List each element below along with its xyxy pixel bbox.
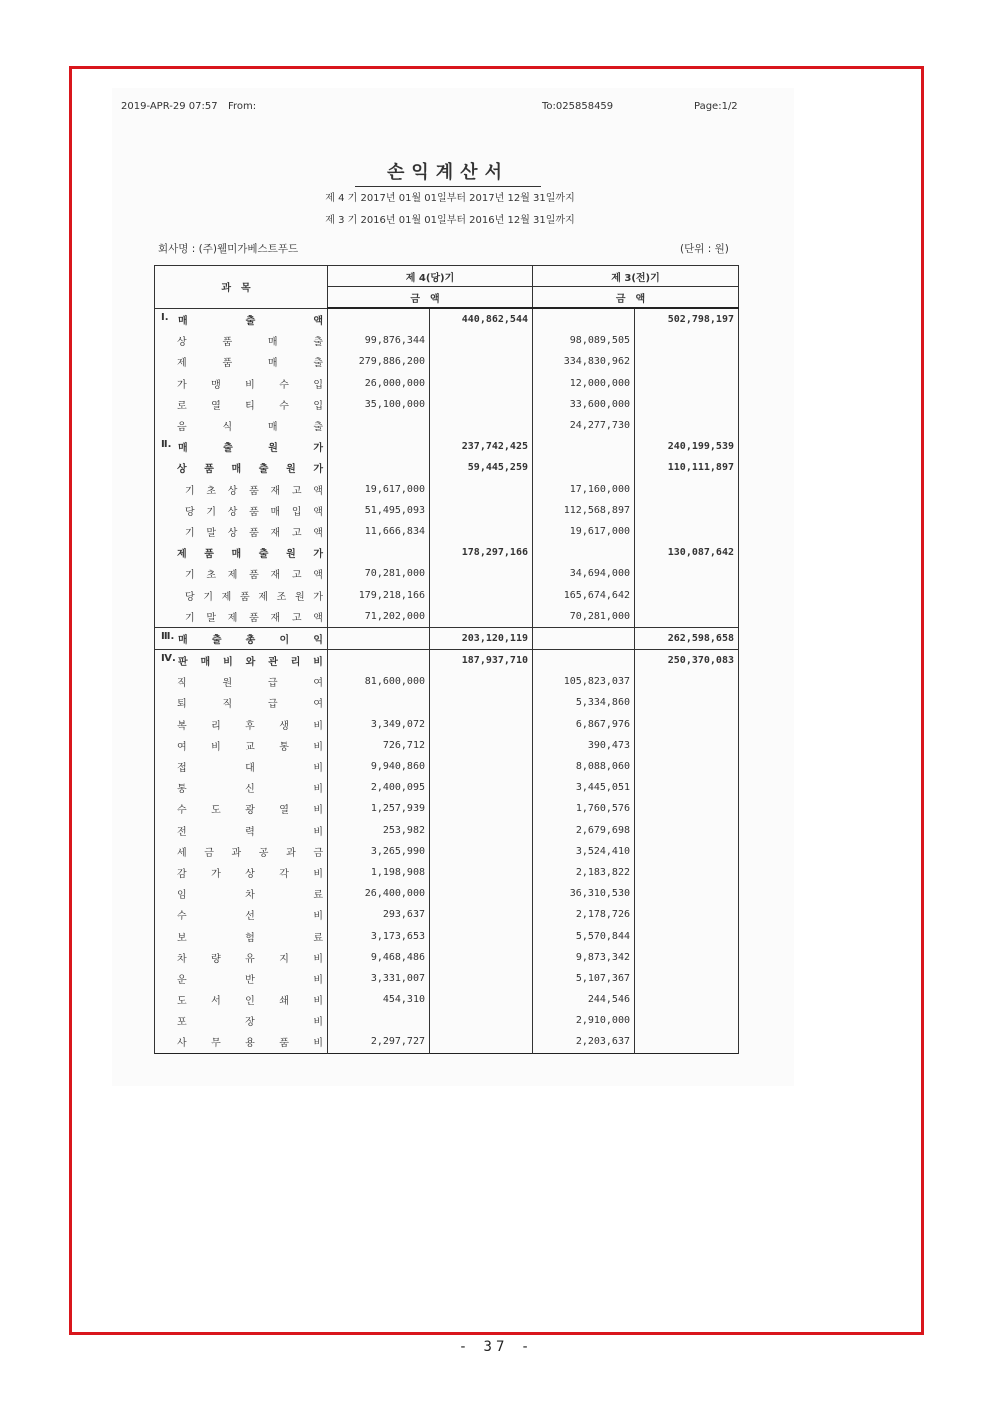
account-label: 도 서 인 쇄 비 [177, 996, 323, 1008]
amount-cell-c3: 2,910,000 [533, 1010, 635, 1031]
account-label: 복 리 후 생 비 [177, 720, 323, 732]
amount-cell-c3: 2,203,637 [533, 1031, 635, 1053]
table-row [155, 841, 739, 862]
amount-cell-c4 [635, 947, 739, 968]
amount-cell-c4 [635, 415, 739, 436]
amount-cell-c2 [430, 735, 533, 756]
amount-cell-c3: 105,823,037 [533, 671, 635, 692]
amount-cell-c3: 34,694,000 [533, 563, 635, 584]
amount-cell-c1 [328, 415, 430, 436]
amount-cell-c3: 112,568,897 [533, 500, 635, 521]
amount-cell-c2 [430, 394, 533, 415]
amount-cell-c3: 390,473 [533, 735, 635, 756]
table-row [155, 436, 739, 457]
section-numeral: Ⅳ. [161, 653, 176, 665]
table-row [155, 756, 739, 777]
account-label: 당 기 상 품 매 입 액 [185, 506, 323, 518]
table-row [155, 714, 739, 735]
account-name-cell [155, 756, 328, 777]
amount-cell-c2 [430, 500, 533, 521]
account-name-cell [155, 606, 328, 628]
account-name-cell [155, 968, 328, 989]
account-label: 기 초 제 품 재 고 액 [185, 570, 323, 582]
amount-cell-c3 [533, 650, 635, 672]
amount-cell-c4 [635, 1010, 739, 1031]
table-row [155, 947, 739, 968]
amount-cell-c4 [635, 883, 739, 904]
account-label: 로 열 티 수 입 [177, 400, 323, 412]
account-label: 감 가 상 각 비 [177, 868, 323, 880]
account-name-cell [155, 989, 328, 1010]
amount-cell-c1: 19,617,000 [328, 479, 430, 500]
account-label: 통 신 비 [177, 784, 323, 796]
account-label: 수 도 광 열 비 [177, 805, 323, 817]
amount-cell-c3 [533, 308, 635, 330]
table-row [155, 563, 739, 584]
page-number: - 37 - [458, 1339, 534, 1355]
amount-cell-c4 [635, 671, 739, 692]
amount-cell-c1 [328, 650, 430, 672]
table-row [155, 735, 739, 756]
amount-cell-c2: 59,445,259 [430, 457, 533, 478]
amount-cell-c4 [635, 968, 739, 989]
amount-cell-c4 [635, 820, 739, 841]
amount-cell-c3: 98,089,505 [533, 330, 635, 351]
amount-cell-c4 [635, 500, 739, 521]
table-row [155, 989, 739, 1010]
account-name-cell [155, 947, 328, 968]
table-row [155, 650, 739, 672]
amount-cell-c3: 244,546 [533, 989, 635, 1010]
table-row [155, 457, 739, 478]
amount-cell-c4 [635, 692, 739, 713]
amount-cell-c1: 26,000,000 [328, 373, 430, 394]
account-name-cell [155, 692, 328, 713]
header-current-amount: 금액 [328, 287, 533, 309]
amount-cell-c4 [635, 521, 739, 542]
account-label: 상 품 매 출 원 가 [177, 464, 323, 476]
amount-cell-c4 [635, 862, 739, 883]
amount-cell-c3: 2,183,822 [533, 862, 635, 883]
amount-cell-c2: 178,297,166 [430, 542, 533, 563]
amount-cell-c4 [635, 563, 739, 584]
amount-cell-c4 [635, 841, 739, 862]
amount-cell-c3: 2,679,698 [533, 820, 635, 841]
amount-cell-c3: 70,281,000 [533, 606, 635, 628]
header-prior-amount: 금액 [533, 287, 739, 309]
account-label: 운 반 비 [177, 974, 323, 986]
account-label: 제 품 매 출 [177, 358, 323, 370]
account-name-cell [155, 521, 328, 542]
amount-cell-c2 [430, 563, 533, 584]
fax-to: To:025858459 [542, 101, 614, 112]
amount-cell-c3: 334,830,962 [533, 351, 635, 372]
amount-cell-c1 [328, 1010, 430, 1031]
amount-cell-c4: 250,370,083 [635, 650, 739, 672]
period-current: 제 4 기 2017년 01월 01일부터 2017년 12월 31일까지 [325, 193, 575, 204]
account-name-cell [155, 1031, 328, 1053]
account-label: 포 장 비 [177, 1017, 323, 1029]
amount-cell-c3 [533, 542, 635, 563]
amount-cell-c3: 24,277,730 [533, 415, 635, 436]
amount-cell-c2 [430, 925, 533, 946]
table-row [155, 798, 739, 819]
amount-cell-c4 [635, 989, 739, 1010]
amount-cell-c4 [635, 904, 739, 925]
account-name-cell [155, 862, 328, 883]
document-title: 손익계산서 [355, 158, 541, 187]
amount-cell-c1: 3,331,007 [328, 968, 430, 989]
account-name-cell [155, 650, 328, 672]
account-name-cell [155, 671, 328, 692]
account-label: 매 출 원 가 [178, 443, 323, 455]
account-name-cell [155, 457, 328, 478]
table-row [155, 521, 739, 542]
amount-cell-c2 [430, 777, 533, 798]
fax-from: From: [228, 101, 257, 112]
amount-cell-c2 [430, 584, 533, 605]
amount-cell-c2 [430, 883, 533, 904]
account-name-cell [155, 627, 328, 649]
amount-cell-c2 [430, 947, 533, 968]
amount-cell-c1: 51,495,093 [328, 500, 430, 521]
currency-unit: (단위 : 원) [680, 243, 729, 255]
account-label: 수 선 비 [177, 911, 323, 923]
amount-cell-c4: 130,087,642 [635, 542, 739, 563]
amount-cell-c2 [430, 606, 533, 628]
account-label: 판 매 비 와 관 리 비 [178, 657, 323, 669]
amount-cell-c1: 81,600,000 [328, 671, 430, 692]
account-label: 사 무 용 품 비 [177, 1038, 323, 1050]
table-row [155, 1031, 739, 1053]
amount-cell-c1: 9,940,860 [328, 756, 430, 777]
amount-cell-c4 [635, 735, 739, 756]
account-label: 매 출 총 이 익 [178, 634, 323, 646]
amount-cell-c1: 11,666,834 [328, 521, 430, 542]
amount-cell-c2 [430, 415, 533, 436]
amount-cell-c3: 5,334,860 [533, 692, 635, 713]
amount-cell-c2 [430, 968, 533, 989]
amount-cell-c1: 70,281,000 [328, 563, 430, 584]
amount-cell-c3: 165,674,642 [533, 584, 635, 605]
amount-cell-c4 [635, 756, 739, 777]
amount-cell-c2 [430, 671, 533, 692]
table-row [155, 394, 739, 415]
table-row [155, 500, 739, 521]
amount-cell-c1: 253,982 [328, 820, 430, 841]
amount-cell-c3: 5,107,367 [533, 968, 635, 989]
amount-cell-c3: 17,160,000 [533, 479, 635, 500]
account-label: 가 맹 비 수 입 [177, 379, 323, 391]
amount-cell-c4 [635, 714, 739, 735]
account-name-cell [155, 308, 328, 330]
account-label: 제 품 매 출 원 가 [177, 549, 323, 561]
account-label: 당 기 제 품 제 조 원 가 [185, 591, 323, 603]
amount-cell-c2 [430, 714, 533, 735]
amount-cell-c1: 454,310 [328, 989, 430, 1010]
account-label: 매 출 액 [178, 315, 323, 327]
table-row [155, 968, 739, 989]
amount-cell-c1: 726,712 [328, 735, 430, 756]
account-name-cell [155, 820, 328, 841]
account-label: 기 초 상 품 재 고 액 [185, 485, 323, 497]
amount-cell-c4 [635, 394, 739, 415]
amount-cell-c3: 12,000,000 [533, 373, 635, 394]
amount-cell-c1: 2,400,095 [328, 777, 430, 798]
amount-cell-c4 [635, 606, 739, 628]
account-name-cell [155, 373, 328, 394]
amount-cell-c1 [328, 627, 430, 649]
amount-cell-c1 [328, 692, 430, 713]
account-label: 보 험 료 [177, 932, 323, 944]
table-row [155, 542, 739, 563]
amount-cell-c2 [430, 1031, 533, 1053]
amount-cell-c2 [430, 479, 533, 500]
amount-cell-c1: 279,886,200 [328, 351, 430, 372]
table-row [155, 415, 739, 436]
amount-cell-c3: 8,088,060 [533, 756, 635, 777]
account-label: 퇴 직 급 여 [177, 699, 323, 711]
fax-date: 2019-APR-29 07:57 [121, 101, 218, 112]
table-row [155, 692, 739, 713]
amount-cell-c3 [533, 627, 635, 649]
amount-cell-c4 [635, 1031, 739, 1053]
amount-cell-c2 [430, 862, 533, 883]
amount-cell-c1: 9,468,486 [328, 947, 430, 968]
amount-cell-c1 [328, 308, 430, 330]
amount-cell-c4 [635, 479, 739, 500]
account-name-cell [155, 351, 328, 372]
account-name-cell [155, 925, 328, 946]
table-row [155, 351, 739, 372]
amount-cell-c1 [328, 436, 430, 457]
account-name-cell [155, 563, 328, 584]
table-row [155, 862, 739, 883]
account-name-cell [155, 479, 328, 500]
amount-cell-c2 [430, 351, 533, 372]
account-label: 직 원 급 여 [177, 678, 323, 690]
amount-cell-c3: 5,570,844 [533, 925, 635, 946]
header-current-period: 제 4(당)기 [328, 266, 533, 287]
account-label: 여 비 교 통 비 [177, 741, 323, 753]
amount-cell-c1: 3,265,990 [328, 841, 430, 862]
account-name-cell [155, 330, 328, 351]
amount-cell-c2: 440,862,544 [430, 308, 533, 330]
amount-cell-c1: 26,400,000 [328, 883, 430, 904]
amount-cell-c1: 35,100,000 [328, 394, 430, 415]
amount-cell-c3: 3,524,410 [533, 841, 635, 862]
amount-cell-c3 [533, 436, 635, 457]
amount-cell-c3 [533, 457, 635, 478]
amount-cell-c2 [430, 904, 533, 925]
amount-cell-c2: 237,742,425 [430, 436, 533, 457]
amount-cell-c2: 187,937,710 [430, 650, 533, 672]
amount-cell-c1: 3,173,653 [328, 925, 430, 946]
amount-cell-c2 [430, 330, 533, 351]
section-numeral: Ⅱ. [161, 439, 172, 451]
amount-cell-c4: 502,798,197 [635, 308, 739, 330]
amount-cell-c4 [635, 777, 739, 798]
header-prior-period: 제 3(전)기 [533, 266, 739, 287]
account-name-cell [155, 394, 328, 415]
income-statement-table [154, 265, 739, 1054]
table-row [155, 1010, 739, 1031]
amount-cell-c2 [430, 692, 533, 713]
account-label: 기 말 제 품 재 고 액 [185, 612, 323, 624]
table-row [155, 820, 739, 841]
account-name-cell [155, 883, 328, 904]
amount-cell-c1: 1,198,908 [328, 862, 430, 883]
table-row [155, 308, 739, 330]
amount-cell-c3: 9,873,342 [533, 947, 635, 968]
table-row [155, 479, 739, 500]
amount-cell-c3: 6,867,976 [533, 714, 635, 735]
fax-page: Page:1/2 [694, 101, 738, 112]
period-prior: 제 3 기 2016년 01월 01일부터 2016년 12월 31일까지 [325, 215, 575, 226]
table-row [155, 883, 739, 904]
account-label: 전 력 비 [177, 826, 323, 838]
account-name-cell [155, 735, 328, 756]
table-row [155, 373, 739, 394]
account-name-cell [155, 798, 328, 819]
amount-cell-c3: 36,310,530 [533, 883, 635, 904]
account-label: 기 말 상 품 재 고 액 [185, 527, 323, 539]
section-numeral: Ⅲ. [161, 630, 175, 642]
account-label: 임 차 료 [177, 890, 323, 902]
table-row [155, 925, 739, 946]
amount-cell-c1: 71,202,000 [328, 606, 430, 628]
table-row [155, 777, 739, 798]
amount-cell-c1 [328, 542, 430, 563]
table-row [155, 606, 739, 628]
table-row [155, 584, 739, 605]
account-label: 차 량 유 지 비 [177, 953, 323, 965]
amount-cell-c2 [430, 1010, 533, 1031]
account-name-cell [155, 415, 328, 436]
account-name-cell [155, 714, 328, 735]
account-label: 세 금 과 공 과 금 [177, 847, 323, 859]
amount-cell-c4 [635, 330, 739, 351]
amount-cell-c4 [635, 351, 739, 372]
table-row [155, 627, 739, 649]
amount-cell-c4: 240,199,539 [635, 436, 739, 457]
amount-cell-c2 [430, 841, 533, 862]
account-label: 접 대 비 [177, 763, 323, 775]
amount-cell-c3: 1,760,576 [533, 798, 635, 819]
account-name-cell [155, 777, 328, 798]
amount-cell-c4 [635, 925, 739, 946]
header-subject: 과목 [155, 266, 328, 309]
section-numeral: Ⅰ. [161, 311, 169, 323]
amount-cell-c2 [430, 989, 533, 1010]
table-row [155, 671, 739, 692]
amount-cell-c4 [635, 373, 739, 394]
table-row [155, 330, 739, 351]
amount-cell-c4 [635, 798, 739, 819]
amount-cell-c1: 293,637 [328, 904, 430, 925]
amount-cell-c4: 110,111,897 [635, 457, 739, 478]
account-name-cell [155, 436, 328, 457]
table-row [155, 904, 739, 925]
account-name-cell [155, 542, 328, 563]
amount-cell-c1: 99,876,344 [328, 330, 430, 351]
amount-cell-c4 [635, 584, 739, 605]
amount-cell-c2 [430, 756, 533, 777]
amount-cell-c3: 2,178,726 [533, 904, 635, 925]
account-name-cell [155, 500, 328, 521]
account-name-cell [155, 904, 328, 925]
company-name: 회사명 : (주)웰미가베스트푸드 [158, 243, 299, 255]
amount-cell-c1 [328, 457, 430, 478]
account-name-cell [155, 584, 328, 605]
account-label: 상 품 매 출 [177, 337, 323, 349]
amount-cell-c2 [430, 798, 533, 819]
amount-cell-c1: 179,218,166 [328, 584, 430, 605]
account-name-cell [155, 1010, 328, 1031]
amount-cell-c2 [430, 820, 533, 841]
amount-cell-c3: 19,617,000 [533, 521, 635, 542]
table-body [155, 308, 739, 1053]
amount-cell-c3: 33,600,000 [533, 394, 635, 415]
amount-cell-c2 [430, 373, 533, 394]
account-name-cell [155, 841, 328, 862]
amount-cell-c2 [430, 521, 533, 542]
amount-cell-c4: 262,598,658 [635, 627, 739, 649]
amount-cell-c3: 3,445,051 [533, 777, 635, 798]
amount-cell-c1: 1,257,939 [328, 798, 430, 819]
account-label: 음 식 매 출 [177, 422, 323, 434]
amount-cell-c1: 3,349,072 [328, 714, 430, 735]
amount-cell-c1: 2,297,727 [328, 1031, 430, 1053]
amount-cell-c2: 203,120,119 [430, 627, 533, 649]
